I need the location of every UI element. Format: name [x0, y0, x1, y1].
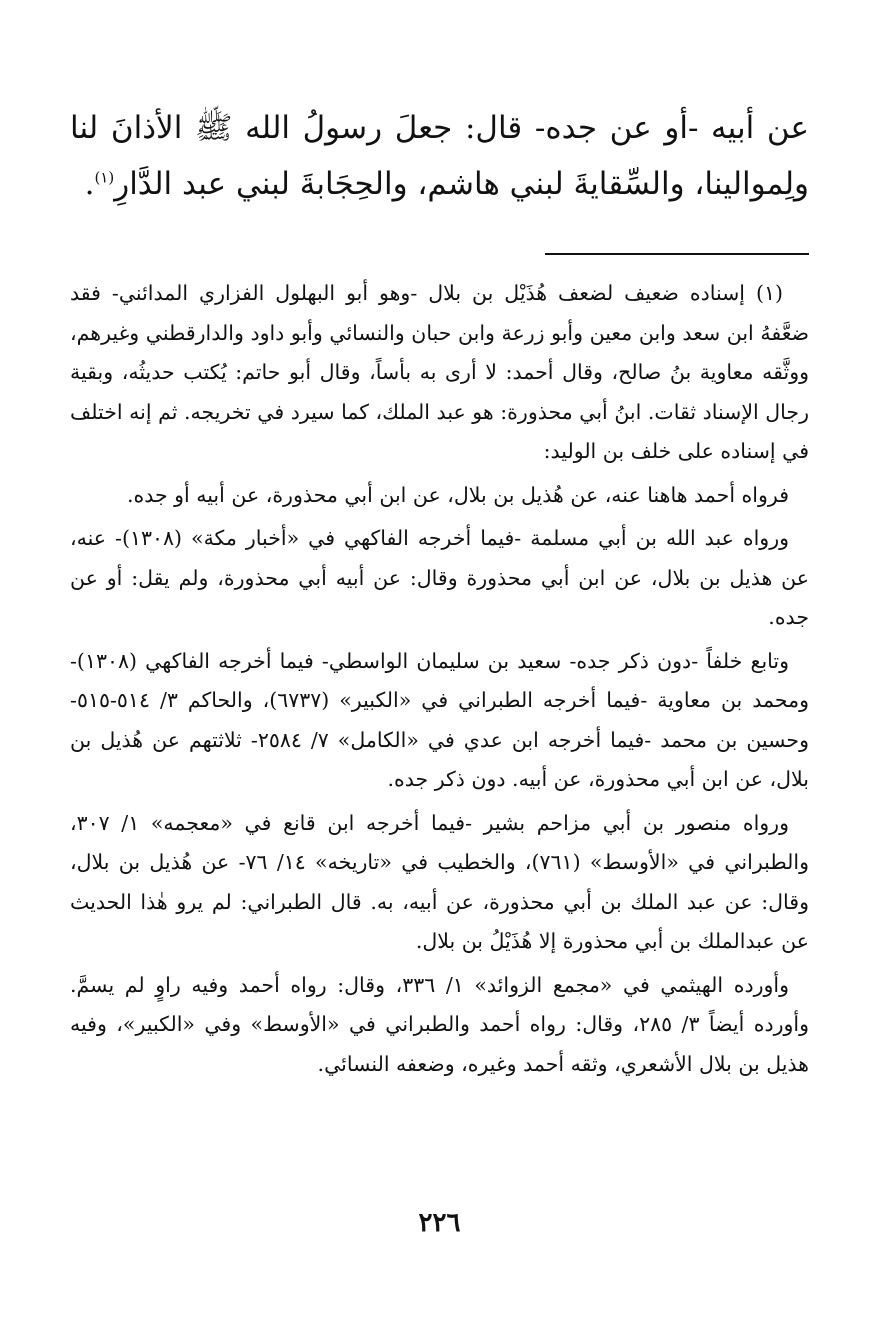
footnote-reference[interactable]: (١): [94, 168, 115, 187]
footnote-paragraph: ورواه منصور بن أبي مزاحم بشير -فيما أخرجه ابن قانع في «معجمه» ١/ ٣٠٧، والطبراني في «الأوسط» (٧٦١)، والخطيب في «تاريخه» ١٤/ ٧٦- عن هُذيل بن بلال، وقال: عن عبد الملك بن أبي محذورة، عن أبيه، به. قال الطبراني: لم يرو هٰذا الحديث عن عبدالملك بن أبي محذورة إلا هُذَيْلُ بن بلال.: [70, 810, 809, 953]
footnote-paragraph: ورواه عبد الله بن أبي مسلمة -فيما أخرجه الفاكهي في «أخبار مكة» (١٣٠٨)- عنه، عن هذيل بن بلال، عن ابن أبي محذورة وقال: عن أبيه أبي محذورة، ولم يقل: أو عن جده.: [70, 526, 809, 629]
footnote-paragraph: فرواه أحمد هاهنا عنه، عن هُذيل بن بلال، عن ابن أبي محذورة، عن أبيه أو جده.: [126, 482, 789, 507]
footnote-paragraph: وتابع خلفاً -دون ذكر جده- سعيد بن سليمان الواسطي- فيما أخرجه الفاكهي (١٣٠٨)- ومحمد بن معاوية -فيما أخرجه الطبراني في «الكبير» (٦٧٣٧)، والحاكم ٣/ ٥١٤-٥١٥- وحسين بن محمد -فيما أخرجه ابن عدي في «الكامل» ٧/ ٢٥٨٤- ثلاثتهم عن هُذيل بن بلال، عن ابن أبي محذورة، عن أبيه. دون ذكر جده.: [70, 648, 809, 791]
footnote-paragraph: وأورده الهيثمي في «مجمع الزوائد» ١/ ٣٣٦، وقال: رواه أحمد وفيه راوٍ لم يسمَّ. وأورده أيضاً ٣/ ٢٨٥، وقال: رواه أحمد والطبراني في «الأوسط» وفي «الكبير»، وفيه هذيل بن بلال الأشعري، وثقه أحمد وغيره، وضعفه النسائي.: [70, 972, 809, 1076]
hadith-body: عن أبيه -أو عن جده- قال: جعلَ رسولُ الله ﷺ الأذانَ لنا ولِموالينا، والسِّقايةَ لبني هاشم، والحِجَابةَ لبني عبد الدَّارِ: [70, 110, 809, 202]
hadith-end-mark: .: [84, 166, 95, 202]
footnotes-section: [70, 274, 809, 1088]
main-hadith-text: [70, 100, 809, 212]
footnote-separator: [545, 253, 809, 255]
page-number: ٢٢٦: [418, 1208, 461, 1238]
footnote-paragraph: (١) إسناده ضعيف لضعف هُذَيْل بن بلال -وهو أبو البهلول الفزاري المدائني- فقد ضعَّفهُ ابن سعد وابن معين وأبو زرعة وابن حبان والنسائي وأبو داود والدارقطني وغيرهم، ووثَّقه معاوية بنُ صالح، وقال أحمد: لا أرى به بأساً، وقال أبو حاتم: يُكتب حديثُه، وبقية رجال الإسناد ثقات. ابنُ أبي محذورة: هو عبد الملك، كما سيرد في تخريجه. ثم إنه اختلف في إسناده على خلف بن الوليد:: [70, 281, 809, 463]
